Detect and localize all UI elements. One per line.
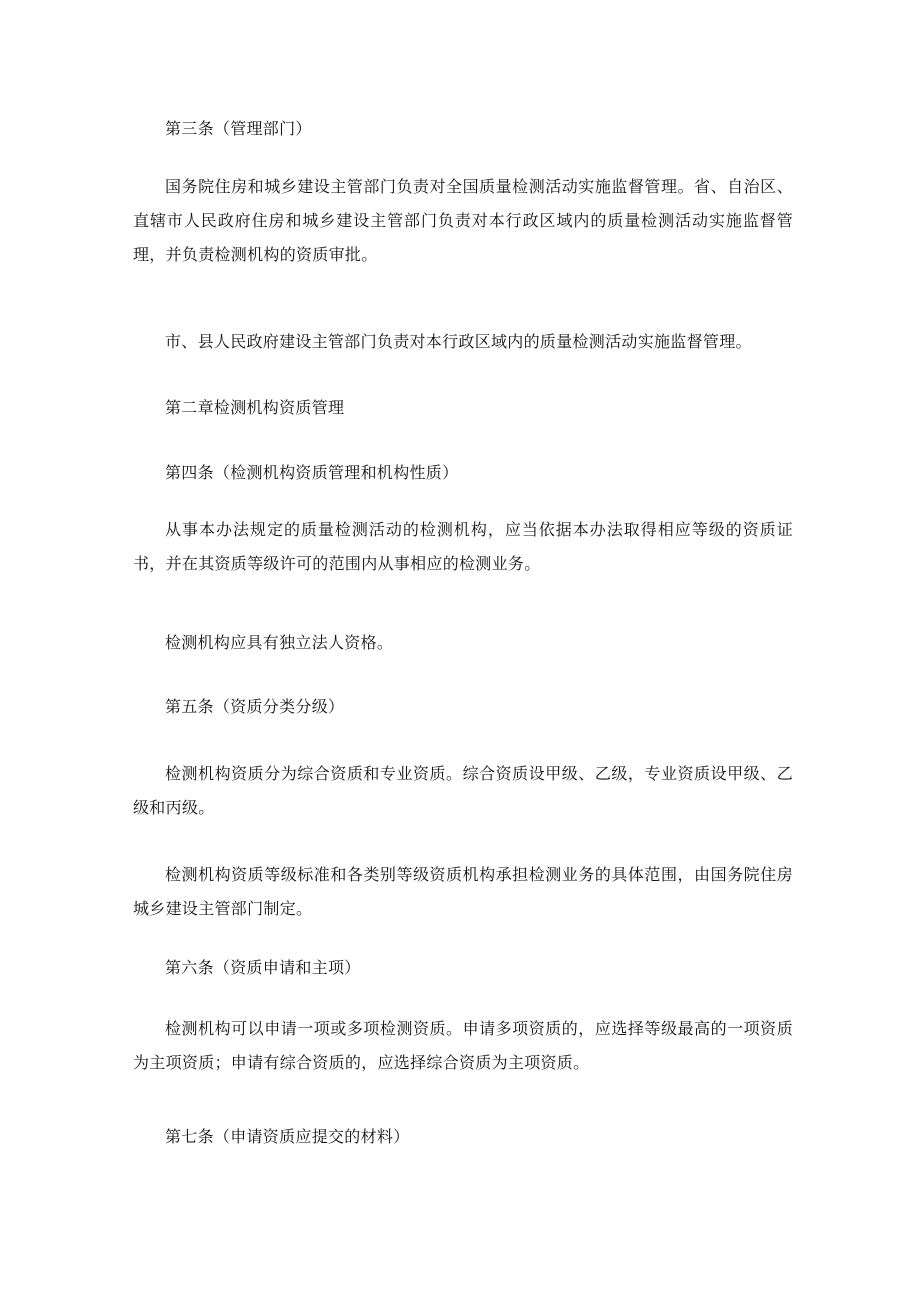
article-3-heading: 第三条（管理部门） xyxy=(165,119,312,138)
article-5-paragraph-2: 检测机构资质等级标准和各类别等级资质机构承担检测业务的具体范围，由国务院住房城乡建设主管部门制定。 xyxy=(133,865,793,918)
article-3-paragraph-2: 市、县人民政府建设主管部门负责对本行政区域内的质量检测活动实施监督管理。 xyxy=(165,332,752,351)
article-6-paragraph-1: 检测机构可以申请一项或多项检测资质。申请多项资质的，应选择等级最高的一项资质为主项资质；申请有综合资质的，应选择综合资质为主项资质。 xyxy=(133,1019,793,1072)
article-4-paragraph-1: 从事本办法规定的质量检测活动的检测机构，应当依据本办法取得相应等级的资质证书，并在其资质等级许可的范围内从事相应的检测业务。 xyxy=(133,520,793,573)
chapter-2-heading: 第二章检测机构资质管理 xyxy=(165,398,345,417)
article-5-paragraph-1: 检测机构资质分为综合资质和专业资质。综合资质设甲级、乙级，专业资质设甲级、乙级和丙级。 xyxy=(133,764,793,817)
article-5-heading: 第五条（资质分类分级） xyxy=(165,697,345,716)
article-6-heading: 第六条（资质申请和主项） xyxy=(165,958,361,977)
article-4-heading: 第四条（检测机构资质管理和机构性质） xyxy=(165,463,459,482)
article-7-heading: 第七条（申请资质应提交的材料） xyxy=(165,1127,410,1146)
article-3-paragraph-1: 国务院住房和城乡建设主管部门负责对全国质量检测活动实施监督管理。省、自治区、直辖市人民政府住房和城乡建设主管部门负责对本行政区域内的质量检测活动实施监督管理，并负责检测机构的资质审批。 xyxy=(133,177,793,264)
article-4-paragraph-2: 检测机构应具有独立法人资格。 xyxy=(165,633,394,652)
